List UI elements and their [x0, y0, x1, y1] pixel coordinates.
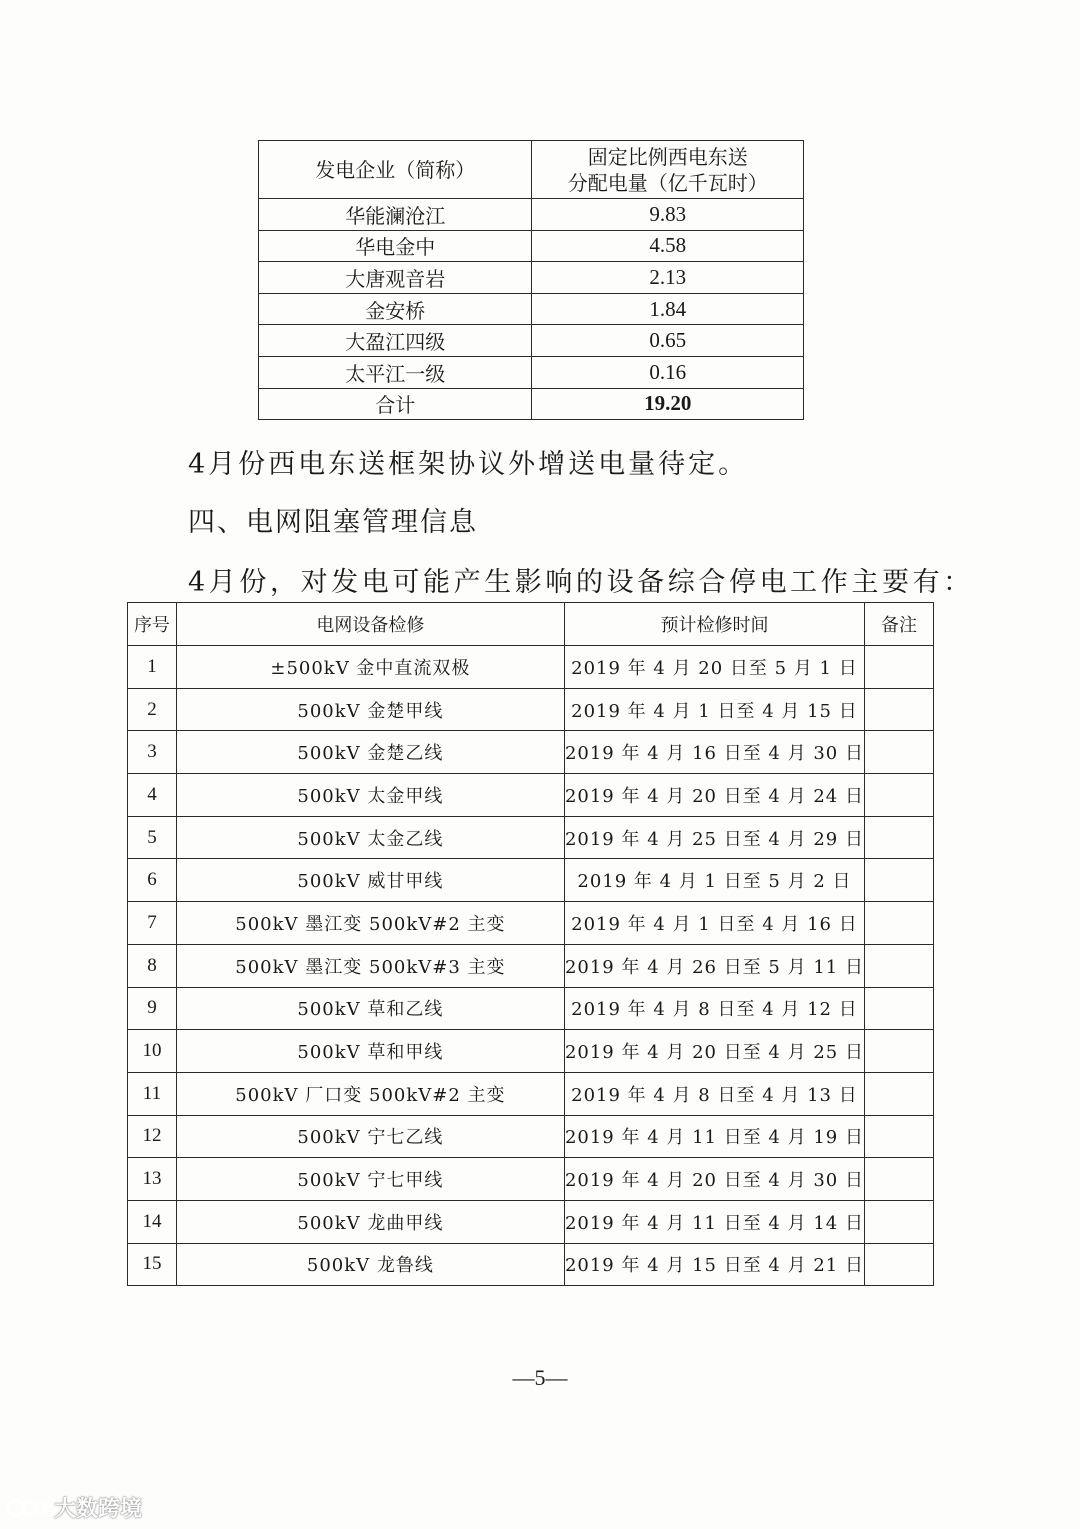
- company-name: 金安桥: [259, 293, 532, 325]
- maintenance-row: [128, 1243, 934, 1286]
- row-note: [864, 731, 933, 774]
- maintenance-row: [128, 1200, 934, 1243]
- row-device: ±500kV 金中直流双极: [176, 646, 564, 689]
- allocation-value: 0.16: [532, 356, 804, 388]
- header-device: 电网设备检修: [176, 603, 564, 646]
- company-name: 华电金中: [259, 230, 532, 262]
- row-seq: 4: [128, 774, 177, 817]
- allocation-row: [259, 325, 804, 357]
- header-allocation: [532, 141, 804, 199]
- total-value: 19.20: [532, 388, 804, 420]
- row-time: 2019 年 4 月 1 日至 5 月 2 日: [564, 859, 864, 902]
- row-device: 500kV 墨江变 500kV#2 主变: [176, 902, 564, 945]
- header-time: 预计检修时间: [564, 603, 864, 646]
- paragraph-additional-power: 4月份西电东送框架协议外增送电量待定。: [188, 449, 749, 480]
- row-time: 2019 年 4 月 11 日至 4 月 19 日: [564, 1115, 864, 1158]
- maintenance-row: [128, 688, 934, 731]
- row-seq: 1: [128, 646, 177, 689]
- row-seq: 9: [128, 987, 177, 1030]
- row-note: [864, 987, 933, 1030]
- maintenance-row: [128, 1072, 934, 1115]
- row-device: 500kV 太金乙线: [176, 816, 564, 859]
- row-seq: 3: [128, 731, 177, 774]
- row-device: 500kV 宁七乙线: [176, 1115, 564, 1158]
- row-seq: 8: [128, 944, 177, 987]
- row-note: [864, 1158, 933, 1201]
- allocation-value: 4.58: [532, 230, 804, 262]
- row-time: 2019 年 4 月 1 日至 4 月 16 日: [564, 902, 864, 945]
- allocation-table-header: [259, 141, 804, 199]
- row-time: 2019 年 4 月 26 日至 5 月 11 日: [564, 944, 864, 987]
- row-device: 500kV 金楚乙线: [176, 731, 564, 774]
- row-time: 2019 年 4 月 11 日至 4 月 14 日: [564, 1200, 864, 1243]
- row-seq: 6: [128, 859, 177, 902]
- company-name: 华能澜沧江: [259, 199, 532, 231]
- row-device: 500kV 太金甲线: [176, 774, 564, 817]
- maintenance-row: [128, 1115, 934, 1158]
- row-note: [864, 944, 933, 987]
- row-time: 2019 年 4 月 25 日至 4 月 29 日: [564, 816, 864, 859]
- row-device: 500kV 龙鲁线: [176, 1243, 564, 1286]
- total-label: 合计: [259, 388, 532, 420]
- row-time: 2019 年 4 月 20 日至 5 月 1 日: [564, 646, 864, 689]
- row-device: 500kV 金楚甲线: [176, 688, 564, 731]
- maintenance-row: [128, 1030, 934, 1073]
- allocation-table-body: [259, 199, 804, 389]
- company-name: 大唐观音岩: [259, 262, 532, 294]
- row-device: 500kV 厂口变 500kV#2 主变: [176, 1072, 564, 1115]
- row-note: [864, 1200, 933, 1243]
- row-time: 2019 年 4 月 20 日至 4 月 24 日: [564, 774, 864, 817]
- row-device: 500kV 草和甲线: [176, 1030, 564, 1073]
- allocation-table: [258, 140, 804, 420]
- maintenance-table-header: [128, 603, 934, 646]
- row-note: [864, 688, 933, 731]
- header-company: 发电企业（简称）: [259, 141, 532, 199]
- row-note: [864, 816, 933, 859]
- maintenance-row: [128, 987, 934, 1030]
- row-note: [864, 859, 933, 902]
- company-name: 太平江一级: [259, 356, 532, 388]
- row-seq: 7: [128, 902, 177, 945]
- watermark-logo-icon: [6, 1495, 50, 1521]
- row-seq: 11: [128, 1072, 177, 1115]
- row-note: [864, 1115, 933, 1158]
- row-time: 2019 年 4 月 20 日至 4 月 30 日: [564, 1158, 864, 1201]
- row-seq: 14: [128, 1200, 177, 1243]
- row-note: [864, 902, 933, 945]
- allocation-value: 9.83: [532, 199, 804, 231]
- row-note: [864, 646, 933, 689]
- row-note: [864, 1243, 933, 1286]
- row-time: 2019 年 4 月 16 日至 4 月 30 日: [564, 731, 864, 774]
- row-seq: 15: [128, 1243, 177, 1286]
- row-note: [864, 1030, 933, 1073]
- header-seq: 序号: [128, 603, 177, 646]
- watermark: [6, 1492, 142, 1523]
- row-device: 500kV 威甘甲线: [176, 859, 564, 902]
- row-seq: 10: [128, 1030, 177, 1073]
- allocation-value: 2.13: [532, 262, 804, 294]
- allocation-row: [259, 262, 804, 294]
- section-heading: 四、电网阻塞管理信息: [188, 507, 478, 538]
- maintenance-row: [128, 902, 934, 945]
- maintenance-row: [128, 859, 934, 902]
- maintenance-row: [128, 944, 934, 987]
- row-time: 2019 年 4 月 8 日至 4 月 13 日: [564, 1072, 864, 1115]
- allocation-row: [259, 293, 804, 325]
- header-note: 备注: [864, 603, 933, 646]
- company-name: 大盈江四级: [259, 325, 532, 357]
- row-seq: 5: [128, 816, 177, 859]
- maintenance-row: [128, 1158, 934, 1201]
- page-number: —5—: [512, 1365, 568, 1390]
- header-allocation-line1: 固定比例西电东送: [587, 144, 748, 169]
- maintenance-row: [128, 731, 934, 774]
- row-seq: 12: [128, 1115, 177, 1158]
- row-device: 500kV 墨江变 500kV#3 主变: [176, 944, 564, 987]
- allocation-total-row: [259, 388, 804, 420]
- row-seq: 2: [128, 688, 177, 731]
- allocation-row: [259, 230, 804, 262]
- row-seq: 13: [128, 1158, 177, 1201]
- row-device: 500kV 宁七甲线: [176, 1158, 564, 1201]
- allocation-row: [259, 199, 804, 231]
- row-time: 2019 年 4 月 8 日至 4 月 12 日: [564, 987, 864, 1030]
- row-time: 2019 年 4 月 15 日至 4 月 21 日: [564, 1243, 864, 1286]
- header-allocation-line2: 分配电量（亿千瓦时）: [567, 170, 768, 195]
- maintenance-table-body: [128, 646, 934, 1286]
- watermark-text: 大数跨境: [54, 1497, 143, 1522]
- allocation-value: 1.84: [532, 293, 804, 325]
- maintenance-table: [127, 602, 934, 1286]
- row-device: 500kV 龙曲甲线: [176, 1200, 564, 1243]
- allocation-row: [259, 356, 804, 388]
- row-note: [864, 774, 933, 817]
- row-time: 2019 年 4 月 1 日至 4 月 15 日: [564, 688, 864, 731]
- row-device: 500kV 草和乙线: [176, 987, 564, 1030]
- maintenance-row: [128, 646, 934, 689]
- allocation-value: 0.65: [532, 325, 804, 357]
- paragraph-outage-intro: 4月份，对发电可能产生影响的设备综合停电工作主要有：: [188, 567, 974, 598]
- maintenance-row: [128, 816, 934, 859]
- row-time: 2019 年 4 月 20 日至 4 月 25 日: [564, 1030, 864, 1073]
- maintenance-row: [128, 774, 934, 817]
- row-note: [864, 1072, 933, 1115]
